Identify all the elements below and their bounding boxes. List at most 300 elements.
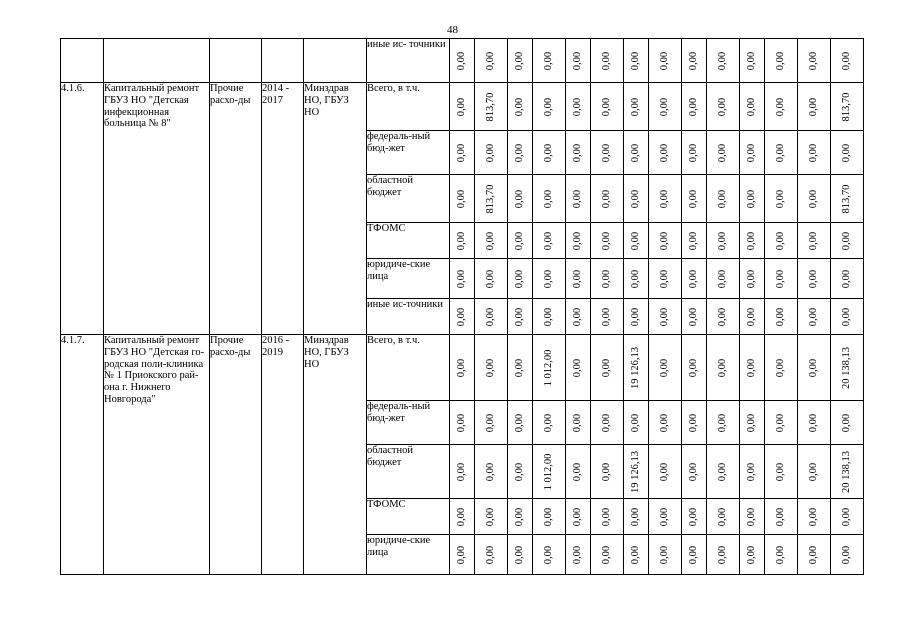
value-text: 0,00 [456, 189, 468, 208]
value-text: 0,00 [572, 231, 584, 250]
value-text: 0,00 [717, 231, 729, 250]
value-cell [765, 401, 798, 445]
item-name: Капитальный ремонт ГБУЗ НО "Детская го-родская поли-клиника № 1 Приокского рай-она г. Нижнего Новгорода" [104, 335, 210, 575]
value-cell [682, 335, 707, 401]
value-cell [798, 131, 831, 175]
value-text: 0,00 [543, 231, 555, 250]
value-text: 0,00 [659, 231, 671, 250]
value-text: 0,00 [456, 51, 468, 70]
value-text: 0,00 [630, 545, 642, 564]
source-label: областной бюджет [367, 175, 450, 223]
value-cell [798, 39, 831, 83]
value-cell [682, 259, 707, 299]
value-text: 0,00 [572, 97, 584, 116]
value-text: 0,00 [630, 231, 642, 250]
period: 2016 - 2019 [262, 335, 304, 575]
value-cell [765, 39, 798, 83]
value-text: 0,00 [630, 189, 642, 208]
value-cell [591, 299, 624, 335]
value-text: 0,00 [572, 545, 584, 564]
value-text: 0,00 [485, 358, 497, 377]
value-text: 0,00 [456, 269, 468, 288]
value-cell [831, 83, 864, 131]
value-cell [740, 39, 765, 83]
value-text: 0,00 [601, 307, 613, 326]
value-cell [533, 535, 566, 575]
value-text: 0,00 [717, 507, 729, 526]
value-cell [624, 39, 649, 83]
value-text: 0,00 [601, 189, 613, 208]
value-cell [624, 445, 649, 499]
value-text: 0,00 [808, 231, 820, 250]
value-cell [740, 499, 765, 535]
value-text: 0,00 [514, 307, 526, 326]
value-text: 0,00 [659, 358, 671, 377]
value-text: 0,00 [601, 269, 613, 288]
value-text: 0,00 [514, 545, 526, 564]
value-text: 0,00 [688, 51, 700, 70]
value-cell [508, 83, 533, 131]
value-text: 0,00 [543, 97, 555, 116]
source-label: областной бюджет [367, 445, 450, 499]
executor: Минздрав НО, ГБУЗ НО [304, 335, 367, 575]
value-cell [624, 335, 649, 401]
value-cell [591, 335, 624, 401]
value-cell [798, 83, 831, 131]
value-cell [649, 259, 682, 299]
value-cell [682, 299, 707, 335]
value-text: 0,00 [808, 307, 820, 326]
value-cell [450, 535, 475, 575]
value-cell [450, 223, 475, 259]
value-text: 0,00 [775, 143, 787, 162]
value-cell [533, 445, 566, 499]
value-cell [533, 131, 566, 175]
value-cell [450, 259, 475, 299]
value-text: 0,00 [485, 307, 497, 326]
value-cell [798, 223, 831, 259]
source-label: иные ис-точники [367, 299, 450, 335]
value-text: 0,00 [485, 413, 497, 432]
value-text: 0,00 [688, 462, 700, 481]
value-text: 0,00 [659, 143, 671, 162]
value-text: 0,00 [808, 413, 820, 432]
value-text: 0,00 [543, 413, 555, 432]
value-text: 0,00 [659, 269, 671, 288]
value-cell [508, 299, 533, 335]
value-cell [740, 259, 765, 299]
table-row [61, 335, 864, 401]
value-cell [450, 499, 475, 535]
value-text: 0,00 [688, 358, 700, 377]
value-text: 0,00 [808, 507, 820, 526]
value-text: 0,00 [601, 413, 613, 432]
value-text: 19 126,13 [630, 346, 642, 389]
table-row [61, 39, 864, 83]
value-text: 0,00 [746, 462, 758, 481]
value-cell [475, 175, 508, 223]
value-text: 0,00 [601, 545, 613, 564]
value-cell [765, 335, 798, 401]
value-text: 0,00 [808, 189, 820, 208]
value-text: 0,00 [688, 507, 700, 526]
value-cell [533, 299, 566, 335]
value-text: 0,00 [514, 462, 526, 481]
value-text: 0,00 [841, 51, 853, 70]
value-cell [566, 223, 591, 259]
value-text: 0,00 [456, 507, 468, 526]
value-text: 0,00 [717, 545, 729, 564]
value-cell [475, 223, 508, 259]
value-text: 0,00 [746, 358, 758, 377]
value-cell [591, 401, 624, 445]
value-cell [682, 401, 707, 445]
value-cell [765, 445, 798, 499]
value-cell [707, 445, 740, 499]
value-cell [624, 499, 649, 535]
value-cell [450, 299, 475, 335]
value-cell [475, 445, 508, 499]
value-cell [649, 175, 682, 223]
value-text: 0,00 [659, 189, 671, 208]
value-text: 0,00 [514, 358, 526, 377]
value-text: 0,00 [514, 97, 526, 116]
value-cell [707, 401, 740, 445]
period-cell [262, 39, 304, 83]
value-cell [624, 259, 649, 299]
budget-table [60, 38, 864, 575]
value-text: 813,70 [485, 92, 497, 121]
num-cell [61, 39, 104, 83]
value-cell [624, 131, 649, 175]
value-cell [533, 83, 566, 131]
value-cell [450, 83, 475, 131]
value-cell [649, 445, 682, 499]
value-cell [624, 535, 649, 575]
value-text: 0,00 [630, 507, 642, 526]
value-text: 0,00 [808, 545, 820, 564]
value-cell [831, 259, 864, 299]
value-cell [707, 223, 740, 259]
value-cell [831, 335, 864, 401]
value-cell [624, 223, 649, 259]
value-text: 0,00 [572, 189, 584, 208]
value-cell [831, 401, 864, 445]
value-text: 0,00 [630, 97, 642, 116]
value-text: 0,00 [717, 358, 729, 377]
value-text: 0,00 [543, 545, 555, 564]
source-label: ТФОМС [367, 499, 450, 535]
value-text: 0,00 [543, 307, 555, 326]
value-cell [566, 39, 591, 83]
value-text: 0,00 [775, 231, 787, 250]
value-cell [649, 499, 682, 535]
value-cell [475, 83, 508, 131]
value-cell [591, 223, 624, 259]
value-text: 0,00 [775, 307, 787, 326]
value-cell [475, 39, 508, 83]
value-cell [450, 131, 475, 175]
value-cell [508, 335, 533, 401]
item-number: 4.1.7. [61, 335, 104, 575]
value-text: 0,00 [601, 231, 613, 250]
value-text: 0,00 [514, 51, 526, 70]
value-cell [831, 39, 864, 83]
expense-type: Прочие расхо-ды [210, 335, 262, 575]
value-cell [591, 83, 624, 131]
value-text: 0,00 [659, 307, 671, 326]
source-label: федераль-ный бюд-жет [367, 401, 450, 445]
value-text: 0,00 [746, 97, 758, 116]
value-cell [649, 223, 682, 259]
value-cell [624, 299, 649, 335]
source-label: Всего, в т.ч. [367, 83, 450, 131]
value-cell [508, 175, 533, 223]
value-text: 20 138,13 [841, 450, 853, 493]
executor-cell [304, 39, 367, 83]
value-cell [566, 499, 591, 535]
value-cell [740, 535, 765, 575]
value-text: 0,00 [808, 358, 820, 377]
value-text: 0,00 [688, 413, 700, 432]
value-text: 1 012,00 [543, 453, 555, 490]
value-text: 0,00 [808, 97, 820, 116]
value-cell [475, 131, 508, 175]
value-cell [707, 299, 740, 335]
value-cell [533, 401, 566, 445]
value-cell [566, 401, 591, 445]
value-cell [533, 39, 566, 83]
value-cell [831, 535, 864, 575]
value-cell [740, 299, 765, 335]
value-cell [591, 445, 624, 499]
value-cell [649, 39, 682, 83]
value-text: 0,00 [717, 97, 729, 116]
expense-type: Прочие расхо-ды [210, 83, 262, 335]
value-text: 0,00 [717, 189, 729, 208]
value-cell [740, 83, 765, 131]
value-cell [740, 445, 765, 499]
value-text: 19 126,13 [630, 450, 642, 493]
value-cell [740, 131, 765, 175]
value-cell [475, 401, 508, 445]
value-text: 0,00 [514, 507, 526, 526]
value-text: 0,00 [485, 545, 497, 564]
value-text: 0,00 [456, 358, 468, 377]
value-text: 0,00 [746, 269, 758, 288]
value-cell [508, 259, 533, 299]
value-text: 1 012,00 [543, 349, 555, 386]
value-cell [566, 83, 591, 131]
value-text: 0,00 [808, 51, 820, 70]
value-cell [566, 175, 591, 223]
value-text: 0,00 [456, 413, 468, 432]
value-cell [740, 175, 765, 223]
value-text: 0,00 [485, 51, 497, 70]
value-cell [740, 335, 765, 401]
value-text: 0,00 [746, 51, 758, 70]
value-text: 0,00 [659, 51, 671, 70]
value-cell [740, 223, 765, 259]
value-text: 0,00 [746, 307, 758, 326]
value-text: 0,00 [746, 143, 758, 162]
value-cell [566, 131, 591, 175]
value-text: 0,00 [746, 189, 758, 208]
value-text: 0,00 [485, 269, 497, 288]
source-label: иные ис- точники [367, 39, 450, 83]
source-label: ТФОМС [367, 223, 450, 259]
value-cell [566, 335, 591, 401]
value-text: 0,00 [808, 269, 820, 288]
value-cell [508, 223, 533, 259]
value-text: 0,00 [601, 462, 613, 481]
value-text: 0,00 [841, 545, 853, 564]
value-text: 0,00 [746, 545, 758, 564]
value-text: 0,00 [688, 307, 700, 326]
value-cell [765, 299, 798, 335]
value-text: 0,00 [717, 269, 729, 288]
value-text: 0,00 [717, 51, 729, 70]
value-cell [831, 445, 864, 499]
value-text: 0,00 [808, 143, 820, 162]
value-text: 0,00 [630, 269, 642, 288]
value-text: 0,00 [630, 307, 642, 326]
value-text: 0,00 [775, 358, 787, 377]
value-text: 0,00 [630, 51, 642, 70]
source-label: Всего, в т.ч. [367, 335, 450, 401]
value-text: 0,00 [572, 269, 584, 288]
value-text: 0,00 [572, 358, 584, 377]
value-text: 0,00 [543, 143, 555, 162]
value-text: 0,00 [514, 231, 526, 250]
value-text: 0,00 [601, 51, 613, 70]
item-number: 4.1.6. [61, 83, 104, 335]
value-text: 0,00 [775, 189, 787, 208]
value-cell [475, 535, 508, 575]
value-cell [508, 445, 533, 499]
value-text: 0,00 [543, 51, 555, 70]
value-text: 0,00 [514, 189, 526, 208]
value-text: 0,00 [841, 307, 853, 326]
value-text: 0,00 [572, 507, 584, 526]
value-cell [508, 499, 533, 535]
value-text: 0,00 [746, 231, 758, 250]
value-text: 813,70 [485, 184, 497, 213]
value-cell [682, 445, 707, 499]
value-cell [591, 39, 624, 83]
value-text: 0,00 [601, 143, 613, 162]
value-text: 0,00 [717, 462, 729, 481]
value-text: 20 138,13 [841, 346, 853, 389]
value-text: 0,00 [775, 97, 787, 116]
value-cell [682, 499, 707, 535]
value-cell [624, 175, 649, 223]
value-cell [649, 131, 682, 175]
value-cell [450, 401, 475, 445]
value-text: 0,00 [746, 507, 758, 526]
page-number: 48 [447, 24, 458, 36]
value-cell [682, 535, 707, 575]
value-text: 0,00 [841, 143, 853, 162]
value-text: 0,00 [485, 231, 497, 250]
value-cell [798, 535, 831, 575]
value-text: 0,00 [601, 358, 613, 377]
value-cell [508, 131, 533, 175]
value-cell [591, 131, 624, 175]
value-cell [765, 223, 798, 259]
value-cell [831, 223, 864, 259]
value-cell [765, 499, 798, 535]
name-cell [104, 39, 210, 83]
value-text: 0,00 [775, 269, 787, 288]
value-cell [566, 299, 591, 335]
value-text: 0,00 [543, 269, 555, 288]
table-row [61, 83, 864, 131]
value-text: 0,00 [572, 462, 584, 481]
value-text: 0,00 [485, 143, 497, 162]
value-cell [798, 259, 831, 299]
value-cell [450, 39, 475, 83]
value-cell [649, 535, 682, 575]
value-cell [707, 83, 740, 131]
value-text: 0,00 [543, 189, 555, 208]
value-text: 0,00 [485, 507, 497, 526]
value-cell [591, 259, 624, 299]
value-text: 0,00 [659, 462, 671, 481]
value-text: 0,00 [659, 507, 671, 526]
value-text: 0,00 [688, 189, 700, 208]
value-cell [533, 259, 566, 299]
value-text: 0,00 [572, 413, 584, 432]
value-cell [624, 401, 649, 445]
value-text: 0,00 [775, 507, 787, 526]
value-cell [798, 445, 831, 499]
value-text: 0,00 [456, 545, 468, 564]
value-text: 0,00 [456, 307, 468, 326]
value-text: 0,00 [514, 269, 526, 288]
value-cell [450, 175, 475, 223]
value-cell [682, 83, 707, 131]
source-label: федераль-ный бюд-жет [367, 131, 450, 175]
value-text: 0,00 [775, 545, 787, 564]
value-cell [566, 445, 591, 499]
value-text: 0,00 [456, 97, 468, 116]
value-cell [591, 175, 624, 223]
value-text: 0,00 [775, 51, 787, 70]
value-cell [798, 175, 831, 223]
value-cell [765, 131, 798, 175]
value-cell [707, 131, 740, 175]
value-cell [566, 535, 591, 575]
source-label: юридиче-ские лица [367, 535, 450, 575]
value-text: 0,00 [601, 507, 613, 526]
value-cell [450, 335, 475, 401]
value-cell [566, 259, 591, 299]
period: 2014 - 2017 [262, 83, 304, 335]
value-cell [707, 259, 740, 299]
value-cell [450, 445, 475, 499]
value-text: 0,00 [746, 413, 758, 432]
value-cell [682, 223, 707, 259]
value-cell [533, 223, 566, 259]
value-text: 0,00 [808, 462, 820, 481]
value-cell [591, 499, 624, 535]
value-cell [649, 83, 682, 131]
value-text: 0,00 [456, 143, 468, 162]
value-cell [508, 535, 533, 575]
value-cell [707, 175, 740, 223]
value-text: 0,00 [659, 97, 671, 116]
